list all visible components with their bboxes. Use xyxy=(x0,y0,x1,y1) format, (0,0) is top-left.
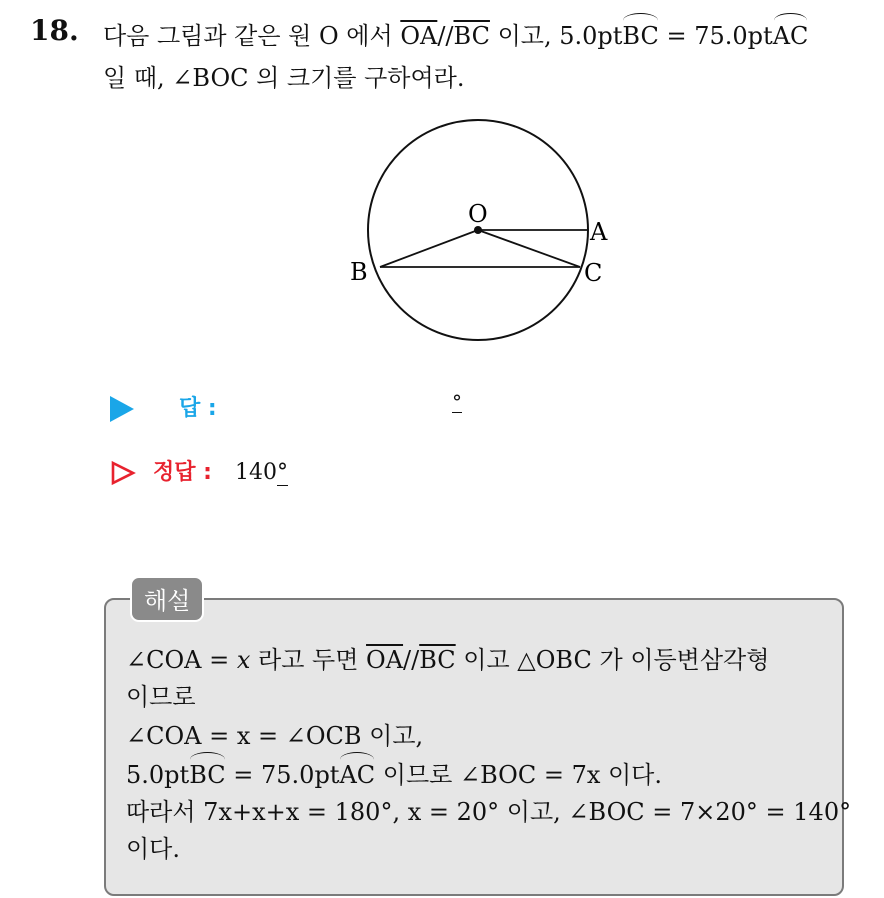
correct-answer-label: 정답 : xyxy=(153,460,212,485)
solution-line-1 xyxy=(126,640,769,675)
circle-figure xyxy=(340,115,640,350)
arc-ac: AC xyxy=(772,22,809,50)
solution-l4-b: 이므로 ∠BOC = 7x 이다. xyxy=(375,761,662,789)
question-line-2: 일 때, ∠BOC 의 크기를 구하여라. xyxy=(103,64,465,92)
play-filled-icon xyxy=(110,396,134,422)
label-a: A xyxy=(590,218,608,246)
solution-segment-bc: $\overline{BC}$ xyxy=(419,646,456,674)
correct-answer-value xyxy=(235,460,288,485)
solution-line-3: ∠COA = x = ∠OCB 이고, xyxy=(126,722,424,750)
solution-arc-ac: AC xyxy=(339,761,376,789)
correct-answer-number: 140 xyxy=(234,460,277,485)
solution-l4-a: 5.0pt xyxy=(126,761,190,789)
solution-l1-c: 이고 △OBC 가 이등변삼각형 xyxy=(455,646,770,674)
answer-row xyxy=(110,391,217,422)
question-line-1 xyxy=(103,16,808,51)
solution-line-5: 따라서 7x+x+x = 180°, x = 20° 이고, ∠BOC = 7×20° = 140° xyxy=(126,798,852,826)
correct-answer-row xyxy=(110,455,288,486)
question-text-a: 다음 그림과 같은 원 O 에서 xyxy=(103,22,393,50)
question-eq: = 75.0pt xyxy=(666,22,773,50)
solution-l1-x: x xyxy=(236,646,251,674)
segment-oc-line xyxy=(478,230,580,267)
arc-bc: BC xyxy=(622,22,659,50)
solution-arc-bc: BC xyxy=(189,761,226,789)
correct-answer-unit: ° xyxy=(276,460,288,485)
solution-line-4 xyxy=(126,755,662,790)
label-b: B xyxy=(350,258,368,286)
solution-tag: 해설 xyxy=(130,576,204,622)
solution-line-2: 이므로 xyxy=(126,683,196,711)
segment-ob-line xyxy=(380,230,478,267)
question-number: 18. xyxy=(30,14,79,47)
solution-l1-a: ∠COA = xyxy=(126,646,237,674)
answer-blank-unit: ° xyxy=(452,390,462,414)
play-outline-icon xyxy=(110,460,136,486)
parallel-sign: // xyxy=(437,22,454,50)
solution-l1-b: 라고 두면 xyxy=(250,646,367,674)
question-text-b: 이고, 5.0pt xyxy=(497,22,623,50)
label-o: O xyxy=(468,200,488,228)
solution-l4-eq: = 75.0pt xyxy=(225,761,340,789)
solution-segment-oa: $\overline{OA}$ xyxy=(366,646,404,674)
answer-label: 답 : xyxy=(179,396,217,421)
solution-parallel: // xyxy=(403,646,420,674)
label-c: C xyxy=(584,259,603,287)
segment-oa: $\overline{OA}$ xyxy=(400,22,438,50)
segment-bc: $\overline{BC}$ xyxy=(453,22,490,50)
solution-line-6: 이다. xyxy=(126,835,180,863)
